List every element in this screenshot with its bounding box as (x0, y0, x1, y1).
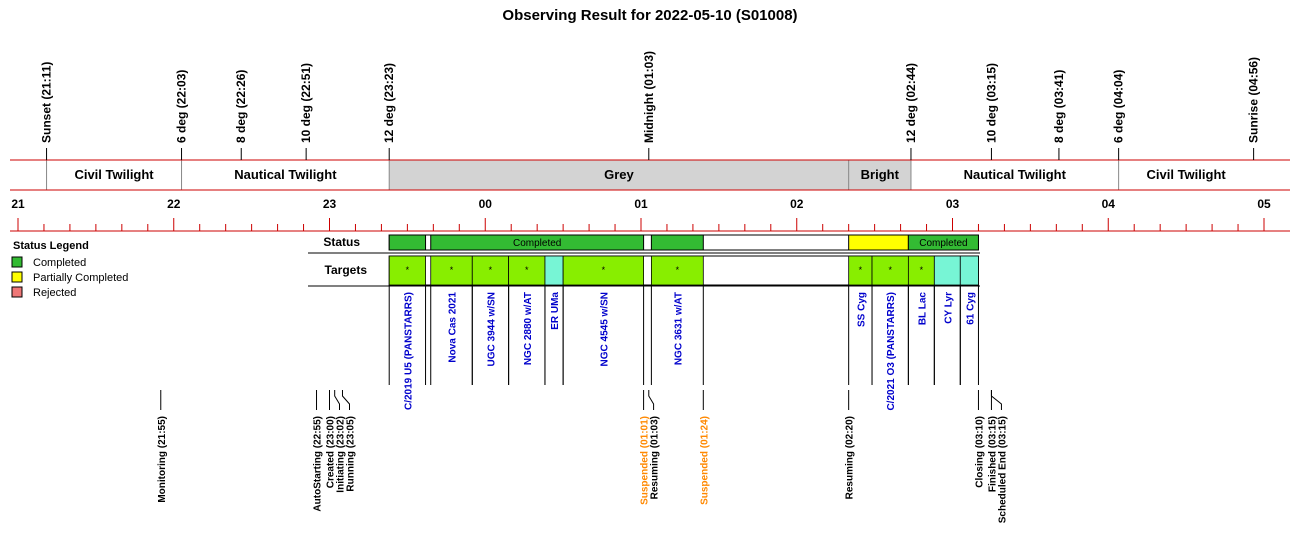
band-label: Nautical Twilight (963, 167, 1066, 182)
legend-title: Status Legend (13, 240, 89, 252)
status-row-label: Status (323, 235, 360, 249)
target-name: SS Cyg (856, 292, 868, 328)
target-mark: * (675, 265, 680, 275)
hour-tick-label: 02 (790, 197, 804, 211)
sun-marker-label: 12 deg (23:23) (382, 62, 397, 143)
target-mark: * (858, 265, 863, 275)
status-legend (12, 240, 128, 299)
status-segment (651, 235, 703, 250)
band-label: Civil Twilight (1146, 167, 1226, 182)
event-tick (335, 390, 340, 410)
sun-marker-label: 10 deg (22:51) (299, 62, 314, 143)
event-label: Resuming (02:20) (844, 416, 856, 500)
sun-markers (40, 51, 1261, 160)
legend-swatch (12, 257, 22, 267)
target-name: CY Lyr (943, 292, 955, 324)
event-label: Initiating (23:02) (335, 416, 347, 493)
target-mark: * (919, 265, 924, 275)
target-name: BL Lac (917, 292, 929, 326)
target-name: NGC 4545 w/SN (599, 292, 611, 367)
sun-marker-label: 8 deg (03:41) (1051, 69, 1066, 143)
legend-item-label: Rejected (33, 287, 77, 299)
band-label: Grey (604, 167, 634, 182)
sun-marker-label: 6 deg (22:03) (174, 69, 189, 143)
event-label: Monitoring (21:55) (156, 416, 168, 503)
target-name: C/2019 U5 (PANSTARRS) (403, 292, 415, 410)
event-label: Running (23:05) (345, 416, 357, 492)
event-label: Created (23:00) (325, 416, 337, 489)
hour-tick-label: 01 (634, 197, 648, 211)
legend-swatch (12, 287, 22, 297)
sun-marker-label: 8 deg (22:26) (234, 69, 249, 143)
target-mark: * (525, 265, 529, 275)
hour-tick-label: 00 (478, 197, 492, 211)
event-label: Suspended (01:24) (699, 416, 711, 505)
status-target-rows (308, 235, 980, 411)
target-name: Nova Cas 2021 (447, 292, 459, 363)
target-block (545, 256, 563, 285)
status-segment-label: Completed (919, 238, 968, 249)
target-mark: * (405, 265, 410, 275)
event-markers (157, 390, 1009, 523)
event-label: Resuming (01:03) (649, 416, 661, 500)
target-block (960, 256, 978, 285)
target-name: C/2021 O3 (PANSTARRS) (886, 292, 898, 411)
target-name: UGC 3944 w/SN (486, 292, 498, 367)
status-segment (849, 235, 909, 250)
band-label: Bright (860, 167, 899, 182)
band-label: Nautical Twilight (234, 167, 337, 182)
twilight-bands (10, 160, 1290, 190)
event-label: AutoStarting (22:55) (312, 416, 324, 512)
event-tick (649, 390, 654, 410)
event-label: Finished (03:15) (987, 416, 999, 493)
time-axis (10, 197, 1290, 231)
event-label: Closing (03:10) (974, 416, 986, 488)
sun-marker-label: 6 deg (04:04) (1111, 69, 1126, 143)
event-label: Scheduled End (03:15) (997, 416, 1009, 524)
sun-marker-label: Midnight (01:03) (641, 51, 656, 143)
sun-marker-label: Sunset (21:11) (39, 61, 54, 143)
target-name: NGC 2880 w/AT (522, 292, 534, 366)
legend-item-label: Completed (33, 257, 87, 269)
hour-tick-label: 21 (11, 197, 25, 211)
sun-marker-label: 10 deg (03:15) (984, 62, 999, 143)
band-label: Civil Twilight (74, 167, 154, 182)
event-tick (991, 390, 1001, 410)
event-label: Suspended (01:01) (639, 416, 651, 505)
target-name: 61 Cyg (965, 292, 977, 325)
targets-row-label: Targets (324, 263, 367, 277)
target-mark: * (888, 265, 892, 275)
legend-item-label: Partially Completed (33, 272, 129, 284)
hour-tick-label: 05 (1257, 197, 1271, 211)
status-segment (389, 235, 425, 250)
target-name: NGC 3631 w/AT (673, 292, 685, 366)
legend-swatch (12, 272, 22, 282)
sun-marker-label: Sunrise (04:56) (1246, 56, 1261, 143)
target-name: ER UMa (550, 292, 562, 330)
sun-marker-label: 12 deg (02:44) (903, 62, 918, 143)
hour-tick-label: 22 (167, 197, 181, 211)
status-segment-label: Completed (512, 238, 562, 249)
hour-tick-label: 04 (1101, 197, 1115, 211)
event-tick (342, 390, 349, 410)
target-block (934, 256, 960, 285)
hour-tick-label: 03 (945, 197, 960, 211)
target-mark: * (449, 265, 454, 275)
target-mark: * (601, 265, 606, 275)
hour-tick-label: 23 (322, 197, 337, 211)
target-mark: * (488, 265, 493, 275)
chart-title: Observing Result for 2022-05-10 (S01008) (502, 7, 798, 24)
